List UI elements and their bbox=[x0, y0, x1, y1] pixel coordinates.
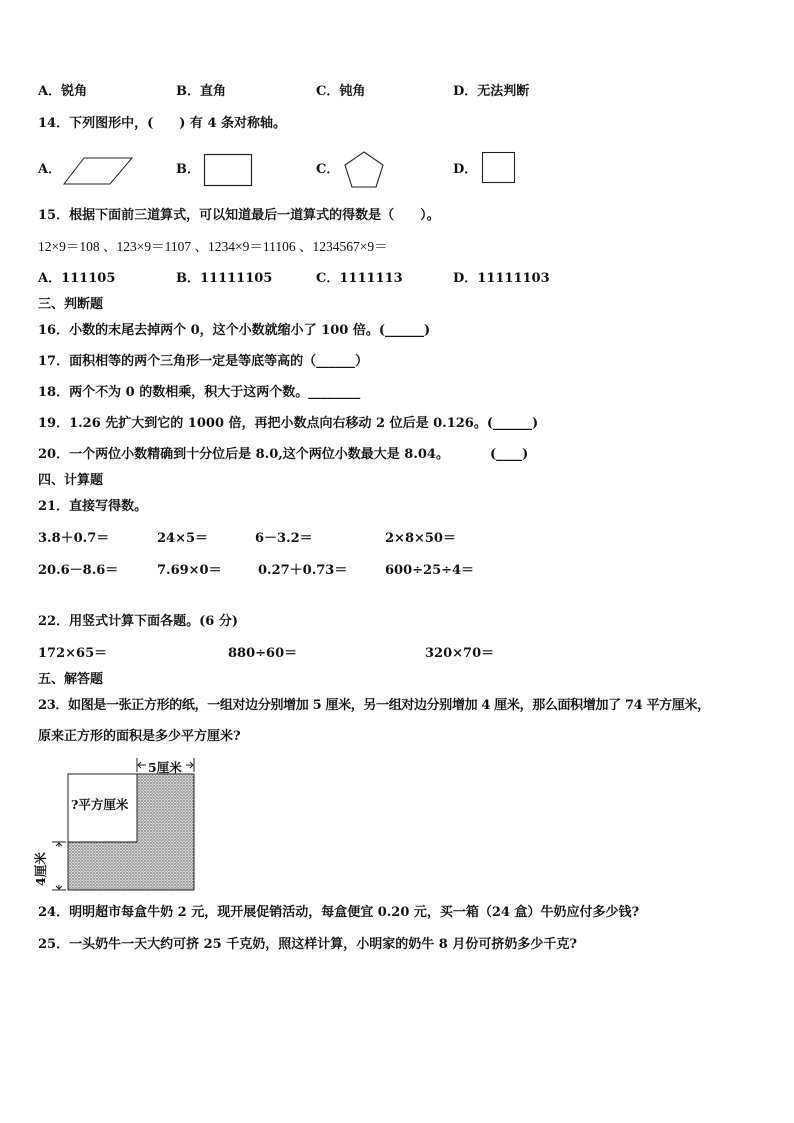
q22-item: 880÷60＝ bbox=[228, 646, 298, 661]
q16-question: 16．小数的末尾去掉两个 0，这个小数就缩小了 100 倍。(______) bbox=[38, 323, 431, 338]
q25-question: 25．一头奶牛一天大约可挤 25 千克奶，照这样计算，小明家的奶牛 8 月份可挤奶多少千克? bbox=[38, 937, 577, 952]
q14-label-b: B． bbox=[176, 162, 200, 177]
q23-unknown-area-label: ?平方厘米 bbox=[71, 797, 129, 812]
q20-question: 20．一个两位小数精确到十分位后是 8.0,这个两位小数最大是 8.04。 bbox=[38, 447, 449, 462]
q14-label-a: A． bbox=[38, 162, 62, 177]
q22-item: 320×70＝ bbox=[425, 646, 495, 661]
q23-top-dimension-label: 5厘米 bbox=[148, 760, 182, 775]
q21-item: 7.69×0＝ bbox=[157, 563, 222, 578]
q20-answer-blank: (____) bbox=[490, 447, 529, 462]
q13-option-a: A．锐角 bbox=[38, 84, 88, 99]
q17-question: 17．面积相等的两个三角形一定是等底等高的（______） bbox=[38, 354, 369, 369]
q14-label-c: C． bbox=[316, 162, 340, 177]
q15-question: 15．根据下面前三道算式，可以知道最后一道算式的得数是（ ）。 bbox=[38, 208, 440, 223]
q21-question: 21．直接写得数。 bbox=[38, 499, 148, 514]
section-5-heading: 五、解答题 bbox=[38, 672, 104, 687]
q23-side-dimension-label: 4厘米 bbox=[33, 852, 48, 886]
q14-label-d: D． bbox=[453, 162, 478, 177]
q15-formula: 12×9＝108 、123×9＝1107 、1234×9＝11106 、1234567×9＝ bbox=[38, 239, 388, 254]
q21-item: 20.6－8.6＝ bbox=[38, 563, 119, 578]
q21-item: 600÷25÷4＝ bbox=[385, 563, 475, 578]
rectangle-shape bbox=[203, 153, 253, 187]
square-shape bbox=[481, 151, 517, 185]
q14-question: 14．下列图形中，( ) 有 4 条对称轴。 bbox=[38, 116, 287, 131]
q13-option-b: B．直角 bbox=[176, 84, 226, 99]
q15-option-b: B．11111105 bbox=[176, 271, 273, 286]
parallelogram-shape bbox=[62, 156, 134, 186]
q21-item: 0.27＋0.73＝ bbox=[258, 563, 348, 578]
q23-question-line1: 23．如图是一张正方形的纸，一组对边分别增加 5 厘米，另一组对边分别增加 4 厘米，那么面积增加了 74 平方厘米， bbox=[38, 698, 710, 713]
section-3-heading: 三、判断题 bbox=[38, 297, 104, 312]
q13-option-c: C．钝角 bbox=[316, 84, 366, 99]
q22-item: 172×65＝ bbox=[38, 646, 108, 661]
q21-item: 2×8×50＝ bbox=[385, 531, 456, 546]
q22-question: 22．用竖式计算下面各题。(6 分) bbox=[38, 614, 238, 629]
q15-option-c: C．1111113 bbox=[316, 271, 403, 286]
q23-question-line2: 原来正方形的面积是多少平方厘米? bbox=[38, 729, 241, 744]
pentagon-shape bbox=[342, 150, 386, 190]
q15-option-d: D．11111103 bbox=[453, 271, 550, 286]
q13-option-d: D．无法判断 bbox=[453, 84, 530, 99]
q15-option-a: A．111105 bbox=[38, 271, 116, 286]
q21-item: 6－3.2＝ bbox=[255, 531, 313, 546]
q21-item: 24×5＝ bbox=[157, 531, 209, 546]
q19-question: 19．1.26 先扩大到它的 1000 倍，再把小数点向右移动 2 位后是 0.126。(______) bbox=[38, 416, 539, 431]
q24-question: 24．明明超市每盒牛奶 2 元，现开展促销活动，每盒便宜 0.20 元，买一箱（24 盒）牛奶应付多少钱? bbox=[38, 905, 640, 920]
q21-item: 3.8＋0.7＝ bbox=[38, 531, 110, 546]
q18-question: 18．两个不为 0 的数相乘，积大于这两个数。________ bbox=[38, 385, 361, 400]
section-4-heading: 四、计算题 bbox=[38, 473, 104, 488]
